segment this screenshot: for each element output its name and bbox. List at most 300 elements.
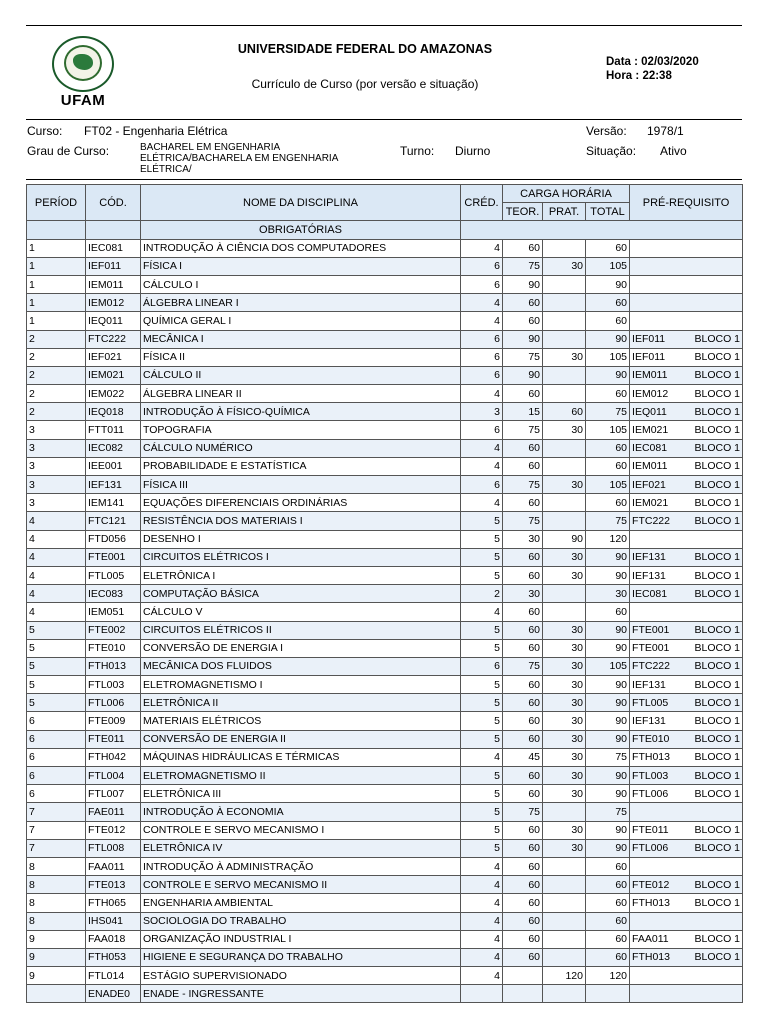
prereq-code: FTH013 — [632, 896, 670, 909]
cell-prereq — [630, 403, 743, 421]
cell-code: FTL014 — [86, 967, 141, 985]
cell-prereq — [630, 457, 743, 475]
prereq-block: BLOCO 1 — [694, 333, 741, 346]
cell-credits: 5 — [461, 694, 503, 712]
cell-prereq — [630, 366, 743, 384]
cell-credits: 6 — [461, 275, 503, 293]
cell-code: FTL005 — [86, 566, 141, 584]
prereq-code: IEM021 — [632, 424, 669, 437]
prereq-code: FTL006 — [632, 787, 669, 800]
prereq-block: BLOCO 1 — [694, 442, 741, 455]
prereq-code: FAA011 — [632, 933, 669, 946]
cell-name: EQUAÇÕES DIFERENCIAIS ORDINÁRIAS — [141, 494, 461, 512]
cell-prereq — [630, 676, 743, 694]
table-row — [27, 275, 743, 293]
cell-prereq — [630, 330, 743, 348]
cell-total: 60 — [586, 948, 630, 966]
cell-period: 1 — [27, 275, 86, 293]
cell-teor: 60 — [503, 730, 543, 748]
cell-teor: 60 — [503, 457, 543, 475]
cell-period: 3 — [27, 476, 86, 494]
cell-teor: 45 — [503, 748, 543, 766]
cell-name: QUÍMICA GERAL I — [141, 312, 461, 330]
table-row — [27, 930, 743, 948]
prereq-code: IEF131 — [632, 715, 666, 728]
cell-prat: 30 — [543, 767, 586, 785]
prereq-code: FTE011 — [632, 824, 669, 837]
cell-credits: 4 — [461, 385, 503, 403]
prereq-block: BLOCO 1 — [694, 478, 741, 491]
cell-prat — [543, 366, 586, 384]
cell-code: FTH042 — [86, 748, 141, 766]
prereq-block: BLOCO 1 — [694, 951, 741, 964]
prereq-block: BLOCO 1 — [694, 733, 741, 746]
cell-prereq — [630, 930, 743, 948]
cell-code: FAE011 — [86, 803, 141, 821]
table-row — [27, 730, 743, 748]
cell-period: 1 — [27, 312, 86, 330]
cell-teor: 60 — [503, 694, 543, 712]
cell-total: 90 — [586, 821, 630, 839]
cell-prereq — [630, 803, 743, 821]
cell-credits: 4 — [461, 494, 503, 512]
turno-label: Turno: — [400, 144, 435, 158]
cell-prat — [543, 930, 586, 948]
cell-total: 90 — [586, 767, 630, 785]
cell-prat — [543, 512, 586, 530]
cell-credits: 4 — [461, 239, 503, 257]
cell-teor: 75 — [503, 348, 543, 366]
cell-code: IEF021 — [86, 348, 141, 366]
col-prereq: PRÉ-REQUISITO — [630, 185, 743, 221]
cell-name: CÁLCULO V — [141, 603, 461, 621]
cell-name: ELETRÔNICA I — [141, 566, 461, 584]
cell-credits: 5 — [461, 566, 503, 584]
cell-name: CONTROLE E SERVO MECANISMO II — [141, 876, 461, 894]
curriculum-table — [26, 184, 743, 1003]
table-row — [27, 857, 743, 875]
cell-prereq — [630, 694, 743, 712]
cell-teor: 60 — [503, 785, 543, 803]
cell-total: 105 — [586, 257, 630, 275]
table-row — [27, 457, 743, 475]
cell-total — [586, 985, 630, 1003]
cell-code: FTC222 — [86, 330, 141, 348]
cell-credits: 4 — [461, 294, 503, 312]
cell-code: IEM021 — [86, 366, 141, 384]
cell-prereq — [630, 257, 743, 275]
cell-prat — [543, 912, 586, 930]
cell-period: 8 — [27, 894, 86, 912]
cell-code: FTL007 — [86, 785, 141, 803]
prereq-block: BLOCO 1 — [694, 551, 741, 564]
cell-prat: 120 — [543, 967, 586, 985]
cell-prereq — [630, 494, 743, 512]
table-row — [27, 821, 743, 839]
table-row — [27, 385, 743, 403]
table-row — [27, 694, 743, 712]
cell-credits: 4 — [461, 748, 503, 766]
cell-total: 60 — [586, 439, 630, 457]
cell-credits: 6 — [461, 657, 503, 675]
cell-name: ÁLGEBRA LINEAR I — [141, 294, 461, 312]
curso-value: FT02 - Engenharia Elétrica — [84, 124, 228, 138]
cell-prereq — [630, 476, 743, 494]
cell-total: 120 — [586, 530, 630, 548]
cell-code: FTH053 — [86, 948, 141, 966]
cell-name: ELETRÔNICA II — [141, 694, 461, 712]
cell-prereq — [630, 312, 743, 330]
cell-teor: 60 — [503, 839, 543, 857]
cell-total: 90 — [586, 785, 630, 803]
cell-name: INTRODUÇÃO À FÍSICO-QUÍMICA — [141, 403, 461, 421]
cell-total: 60 — [586, 603, 630, 621]
table-row — [27, 239, 743, 257]
prereq-code: IEF011 — [632, 333, 666, 346]
cell-prereq — [630, 385, 743, 403]
logo-text: UFAM — [60, 92, 106, 109]
cell-credits: 4 — [461, 967, 503, 985]
table-row — [27, 712, 743, 730]
cell-prereq — [630, 748, 743, 766]
table-row — [27, 639, 743, 657]
prereq-code: FTE001 — [632, 624, 670, 637]
cell-total: 90 — [586, 566, 630, 584]
cell-teor: 60 — [503, 639, 543, 657]
cell-total: 75 — [586, 803, 630, 821]
table-row — [27, 494, 743, 512]
cell-name: CONTROLE E SERVO MECANISMO I — [141, 821, 461, 839]
cell-prat: 30 — [543, 821, 586, 839]
prereq-code: IEF011 — [632, 351, 666, 364]
col-credits: CRÉD. — [461, 185, 503, 221]
cell-name: CONVERSÃO DE ENERGIA I — [141, 639, 461, 657]
cell-total: 120 — [586, 967, 630, 985]
cell-prat — [543, 876, 586, 894]
cell-code: IEQ011 — [86, 312, 141, 330]
cell-total: 90 — [586, 694, 630, 712]
cell-code: FTE011 — [86, 730, 141, 748]
col-prat: PRAT. — [543, 203, 586, 221]
table-row — [27, 476, 743, 494]
cell-teor: 15 — [503, 403, 543, 421]
cell-total: 60 — [586, 312, 630, 330]
prereq-block: BLOCO 1 — [694, 751, 741, 764]
cell-credits: 6 — [461, 257, 503, 275]
cell-credits: 4 — [461, 912, 503, 930]
table-row — [27, 748, 743, 766]
table-row — [27, 330, 743, 348]
cell-prat — [543, 585, 586, 603]
table-row — [27, 657, 743, 675]
cell-code: IHS041 — [86, 912, 141, 930]
prereq-block: BLOCO 1 — [694, 424, 741, 437]
prereq-code: FTL006 — [632, 842, 669, 855]
cell-prat — [543, 294, 586, 312]
cell-prereq — [630, 548, 743, 566]
cell-prat — [543, 275, 586, 293]
prereq-code: FTE001 — [632, 642, 670, 655]
prereq-code: FTC222 — [632, 514, 670, 527]
cell-name: CONVERSÃO DE ENERGIA II — [141, 730, 461, 748]
cell-prat — [543, 857, 586, 875]
logo-map-icon — [73, 54, 93, 70]
cell-name: HIGIENE E SEGURANÇA DO TRABALHO — [141, 948, 461, 966]
grau-value: BACHAREL EM ENGENHARIA ELÉTRICA/BACHARELA EM ENGENHARIA ELÉTRICA/ — [140, 142, 338, 175]
cell-credits: 4 — [461, 312, 503, 330]
cell-credits: 5 — [461, 548, 503, 566]
cell-code: ENADE0 — [86, 985, 141, 1003]
cell-prat: 30 — [543, 421, 586, 439]
cell-teor: 60 — [503, 621, 543, 639]
table-row — [27, 312, 743, 330]
cell-period: 5 — [27, 694, 86, 712]
cell-total: 60 — [586, 294, 630, 312]
cell-code: FTT011 — [86, 421, 141, 439]
cell-credits: 5 — [461, 803, 503, 821]
cell-prat: 30 — [543, 712, 586, 730]
table-row — [27, 548, 743, 566]
cell-name: ENGENHARIA AMBIENTAL — [141, 894, 461, 912]
cell-teor: 75 — [503, 421, 543, 439]
cell-code: IEM051 — [86, 603, 141, 621]
cell-code: IEC083 — [86, 585, 141, 603]
prereq-code: IEM021 — [632, 496, 669, 509]
cell-period: 6 — [27, 712, 86, 730]
cell-prat — [543, 457, 586, 475]
cell-code: FTD056 — [86, 530, 141, 548]
cell-name: FÍSICA II — [141, 348, 461, 366]
prereq-block: BLOCO 1 — [694, 387, 741, 400]
cell-period: 6 — [27, 748, 86, 766]
course-rule — [26, 179, 742, 180]
cell-name: FÍSICA I — [141, 257, 461, 275]
cell-total: 60 — [586, 876, 630, 894]
grau-label: Grau de Curso: — [27, 144, 110, 158]
cell-total: 90 — [586, 366, 630, 384]
cell-prat: 30 — [543, 566, 586, 584]
prereq-block: BLOCO 1 — [694, 787, 741, 800]
cell-code: IEM022 — [86, 385, 141, 403]
cell-period: 1 — [27, 257, 86, 275]
table-row — [27, 894, 743, 912]
prereq-block: BLOCO 1 — [694, 642, 741, 655]
cell-prat: 30 — [543, 548, 586, 566]
prereq-block: BLOCO 1 — [694, 660, 741, 673]
cell-credits: 4 — [461, 948, 503, 966]
cell-total: 90 — [586, 548, 630, 566]
cell-teor: 60 — [503, 894, 543, 912]
col-code: CÓD. — [86, 185, 141, 221]
cell-credits: 4 — [461, 894, 503, 912]
prereq-block: BLOCO 1 — [694, 351, 741, 364]
table-row — [27, 348, 743, 366]
cell-prereq — [630, 712, 743, 730]
cell-credits: 6 — [461, 366, 503, 384]
cell-code: IEC082 — [86, 439, 141, 457]
versao-value: 1978/1 — [647, 124, 684, 138]
cell-total: 90 — [586, 639, 630, 657]
cell-prereq — [630, 894, 743, 912]
top-rule — [26, 25, 742, 26]
cell-credits: 5 — [461, 712, 503, 730]
cell-prereq — [630, 767, 743, 785]
table-row — [27, 985, 743, 1003]
cell-credits: 5 — [461, 676, 503, 694]
cell-name: ORGANIZAÇÃO INDUSTRIAL I — [141, 930, 461, 948]
cell-period: 8 — [27, 857, 86, 875]
cell-period: 4 — [27, 530, 86, 548]
table-row — [27, 439, 743, 457]
cell-prat — [543, 603, 586, 621]
cell-credits: 4 — [461, 603, 503, 621]
header-rule — [26, 119, 742, 120]
cell-prat: 60 — [543, 403, 586, 421]
cell-total: 60 — [586, 857, 630, 875]
table-row — [27, 530, 743, 548]
cell-code: FTE001 — [86, 548, 141, 566]
prereq-block: BLOCO 1 — [694, 678, 741, 691]
cell-code: FTE002 — [86, 621, 141, 639]
cell-teor: 60 — [503, 821, 543, 839]
cell-prereq — [630, 275, 743, 293]
situacao-label: Situação: — [586, 144, 637, 158]
table-row — [27, 585, 743, 603]
col-name: NOME DA DISCIPLINA — [141, 185, 461, 221]
cell-prat: 30 — [543, 839, 586, 857]
cell-name: CÁLCULO I — [141, 275, 461, 293]
table-row — [27, 603, 743, 621]
cell-code: IEM011 — [86, 275, 141, 293]
cell-code: IEM012 — [86, 294, 141, 312]
date-value: 02/03/2020 — [641, 56, 699, 68]
cell-name: SOCIOLOGIA DO TRABALHO — [141, 912, 461, 930]
cell-period: 5 — [27, 639, 86, 657]
cell-period: 6 — [27, 730, 86, 748]
cell-credits: 4 — [461, 876, 503, 894]
cell-prat: 30 — [543, 694, 586, 712]
cell-total: 90 — [586, 621, 630, 639]
time-value: 22:38 — [642, 70, 672, 82]
cell-teor: 60 — [503, 439, 543, 457]
cell-name: ÁLGEBRA LINEAR II — [141, 385, 461, 403]
cell-total: 75 — [586, 512, 630, 530]
cell-period: 7 — [27, 821, 86, 839]
cell-period: 5 — [27, 657, 86, 675]
cell-prat — [543, 894, 586, 912]
university-title: UNIVERSIDADE FEDERAL DO AMAZONAS — [237, 42, 493, 56]
table-row — [27, 403, 743, 421]
prereq-block: BLOCO 1 — [694, 460, 741, 473]
cell-teor: 75 — [503, 512, 543, 530]
cell-name: ENADE - INGRESSANTE — [141, 985, 461, 1003]
prereq-code: IEF131 — [632, 678, 666, 691]
cell-prat — [543, 239, 586, 257]
prereq-code: IEF131 — [632, 551, 666, 564]
cell-code: IEE001 — [86, 457, 141, 475]
cell-prereq — [630, 530, 743, 548]
cell-name: FÍSICA III — [141, 476, 461, 494]
cell-name: DESENHO I — [141, 530, 461, 548]
cell-code: FTE010 — [86, 639, 141, 657]
cell-period: 2 — [27, 330, 86, 348]
cell-teor: 60 — [503, 876, 543, 894]
cell-code: IEQ018 — [86, 403, 141, 421]
cell-period: 3 — [27, 421, 86, 439]
cell-total: 90 — [586, 676, 630, 694]
cell-prat — [543, 948, 586, 966]
cell-prereq — [630, 785, 743, 803]
prereq-code: IEM012 — [632, 387, 669, 400]
cell-period: 7 — [27, 839, 86, 857]
cell-name: ELETROMAGNETISMO II — [141, 767, 461, 785]
cell-teor: 75 — [503, 657, 543, 675]
cell-credits: 5 — [461, 767, 503, 785]
cell-prereq — [630, 967, 743, 985]
col-period: PERÍOD — [27, 185, 86, 221]
table-row — [27, 257, 743, 275]
cell-teor: 60 — [503, 566, 543, 584]
prereq-code: IEM011 — [632, 460, 668, 473]
curso-label: Curso: — [27, 124, 63, 138]
prereq-code: IEQ011 — [632, 405, 667, 418]
cell-period: 2 — [27, 403, 86, 421]
cell-prereq — [630, 585, 743, 603]
cell-total: 60 — [586, 239, 630, 257]
cell-period: 3 — [27, 457, 86, 475]
cell-teor: 90 — [503, 275, 543, 293]
prereq-code: FTC222 — [632, 660, 670, 673]
cell-period: 2 — [27, 385, 86, 403]
cell-name: MATERIAIS ELÉTRICOS — [141, 712, 461, 730]
table-row — [27, 839, 743, 857]
cell-name: COMPUTAÇÃO BÁSICA — [141, 585, 461, 603]
table-row — [27, 294, 743, 312]
cell-total: 105 — [586, 348, 630, 366]
prereq-block: BLOCO 1 — [694, 933, 741, 946]
prereq-block: BLOCO 1 — [694, 824, 741, 837]
cell-total: 60 — [586, 385, 630, 403]
cell-teor: 60 — [503, 548, 543, 566]
table-row — [27, 767, 743, 785]
cell-prat — [543, 330, 586, 348]
cell-prat: 30 — [543, 730, 586, 748]
cell-total: 60 — [586, 930, 630, 948]
cell-code: FTH013 — [86, 657, 141, 675]
cell-prat — [543, 385, 586, 403]
cell-total: 75 — [586, 403, 630, 421]
prereq-code: FTH013 — [632, 751, 670, 764]
cell-prereq — [630, 948, 743, 966]
cell-name: INTRODUÇÃO À CIÊNCIA DOS COMPUTADORES — [141, 239, 461, 257]
prereq-block: BLOCO 1 — [694, 769, 741, 782]
cell-teor: 75 — [503, 257, 543, 275]
cell-credits: 5 — [461, 639, 503, 657]
table-row — [27, 512, 743, 530]
prereq-code: FTL003 — [632, 769, 669, 782]
report-title: Currículo de Curso (por versão e situação) — [251, 77, 479, 91]
table-row — [27, 785, 743, 803]
cell-teor: 60 — [503, 494, 543, 512]
cell-code: FTC121 — [86, 512, 141, 530]
cell-prereq — [630, 621, 743, 639]
cell-credits: 3 — [461, 403, 503, 421]
cell-prat — [543, 439, 586, 457]
cell-total: 90 — [586, 330, 630, 348]
cell-period — [27, 985, 86, 1003]
cell-teor: 90 — [503, 366, 543, 384]
prereq-code: IEC081 — [632, 442, 668, 455]
